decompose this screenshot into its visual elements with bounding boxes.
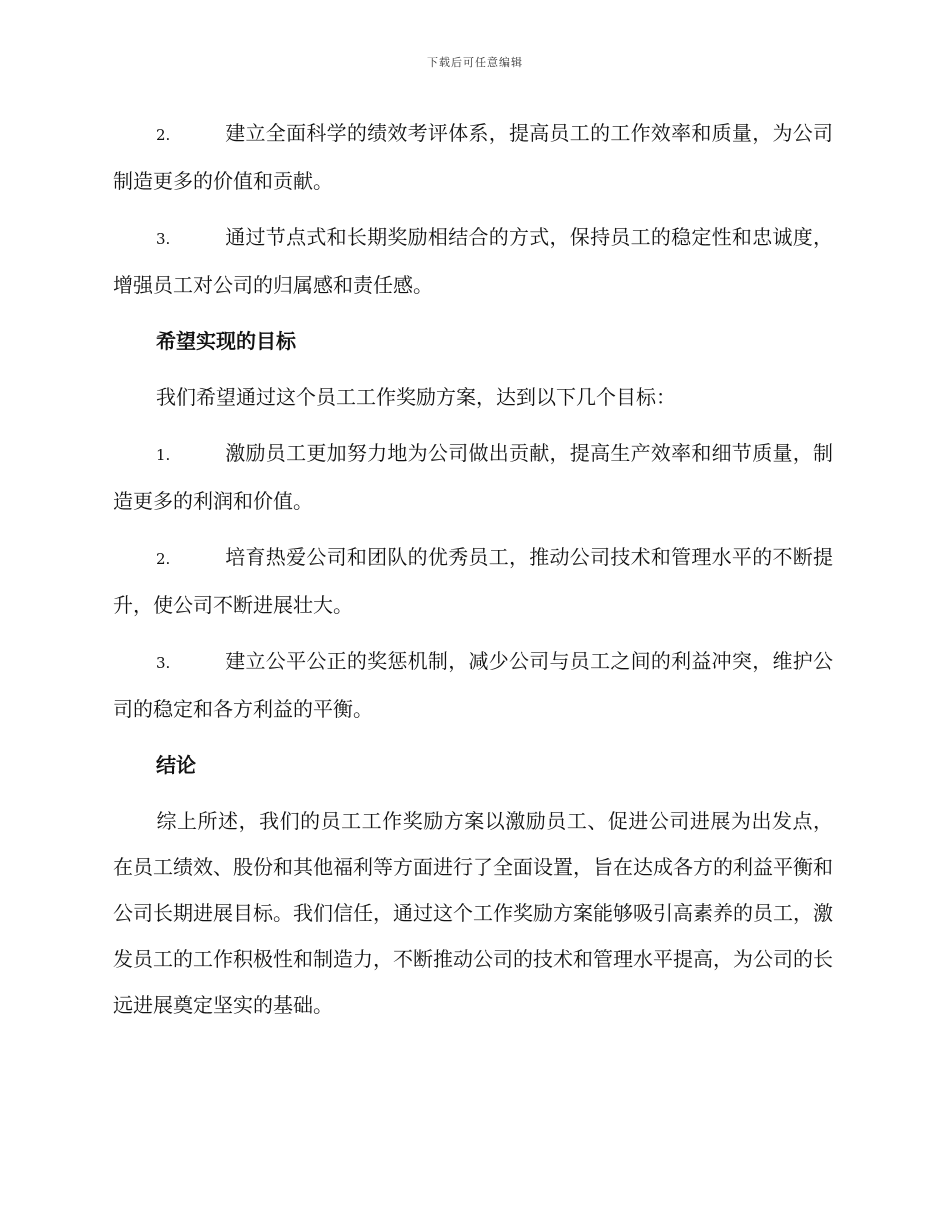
goals-intro-text: 我们希望通过这个员工工作奖励方案，达到以下几个目标： [156, 385, 676, 409]
list-item [113, 638, 833, 732]
conclusion-paragraph [113, 798, 833, 1028]
list-text: 建立公平公正的奖惩机制，减少公司与员工之间的利益冲突，维护公司的稳定和各方利益的平衡。 [113, 649, 833, 721]
list-item [113, 110, 833, 204]
header-note: 下载后可任意编辑 [427, 56, 523, 69]
section-heading-conclusion: 结论 [156, 753, 196, 777]
list-number: 2. [156, 550, 171, 568]
goals-intro-paragraph [113, 374, 833, 420]
list-text: 培育热爱公司和团队的优秀员工，推动公司技术和管理水平的不断提升，使公司不断进展壮大。 [113, 545, 833, 617]
list-number: 1. [156, 446, 171, 464]
list-number: 3. [156, 654, 171, 672]
document-body [113, 110, 833, 1038]
list-item [113, 214, 833, 308]
list-number: 2. [156, 126, 171, 144]
list-number: 3. [156, 230, 171, 248]
list-text: 通过节点式和长期奖励相结合的方式，保持员工的稳定性和忠诚度，增强员工对公司的归属感和责任感。 [113, 225, 833, 297]
section-heading-goals: 希望实现的目标 [156, 329, 296, 353]
list-text: 激励员工更加努力地为公司做出贡献，提高生产效率和细节质量，制造更多的利润和价值。 [113, 441, 833, 513]
conclusion-text: 综上所述，我们的员工工作奖励方案以激励员工、促进公司进展为出发点，在员工绩效、股份和其他福利等方面进行了全面设置，旨在达成各方的利益平衡和公司长期进展目标。我们信任，通过这个工作奖励方案能够吸引高素养的员工，激发员工的工作积极性和制造力，不断推动公司的技术和管理水平提高，为公司的长远进展奠定坚实的基础。 [113, 809, 833, 1017]
list-text: 建立全面科学的绩效考评体系，提高员工的工作效率和质量，为公司制造更多的价值和贡献。 [113, 121, 833, 193]
list-item [113, 534, 833, 628]
list-item [113, 430, 833, 524]
